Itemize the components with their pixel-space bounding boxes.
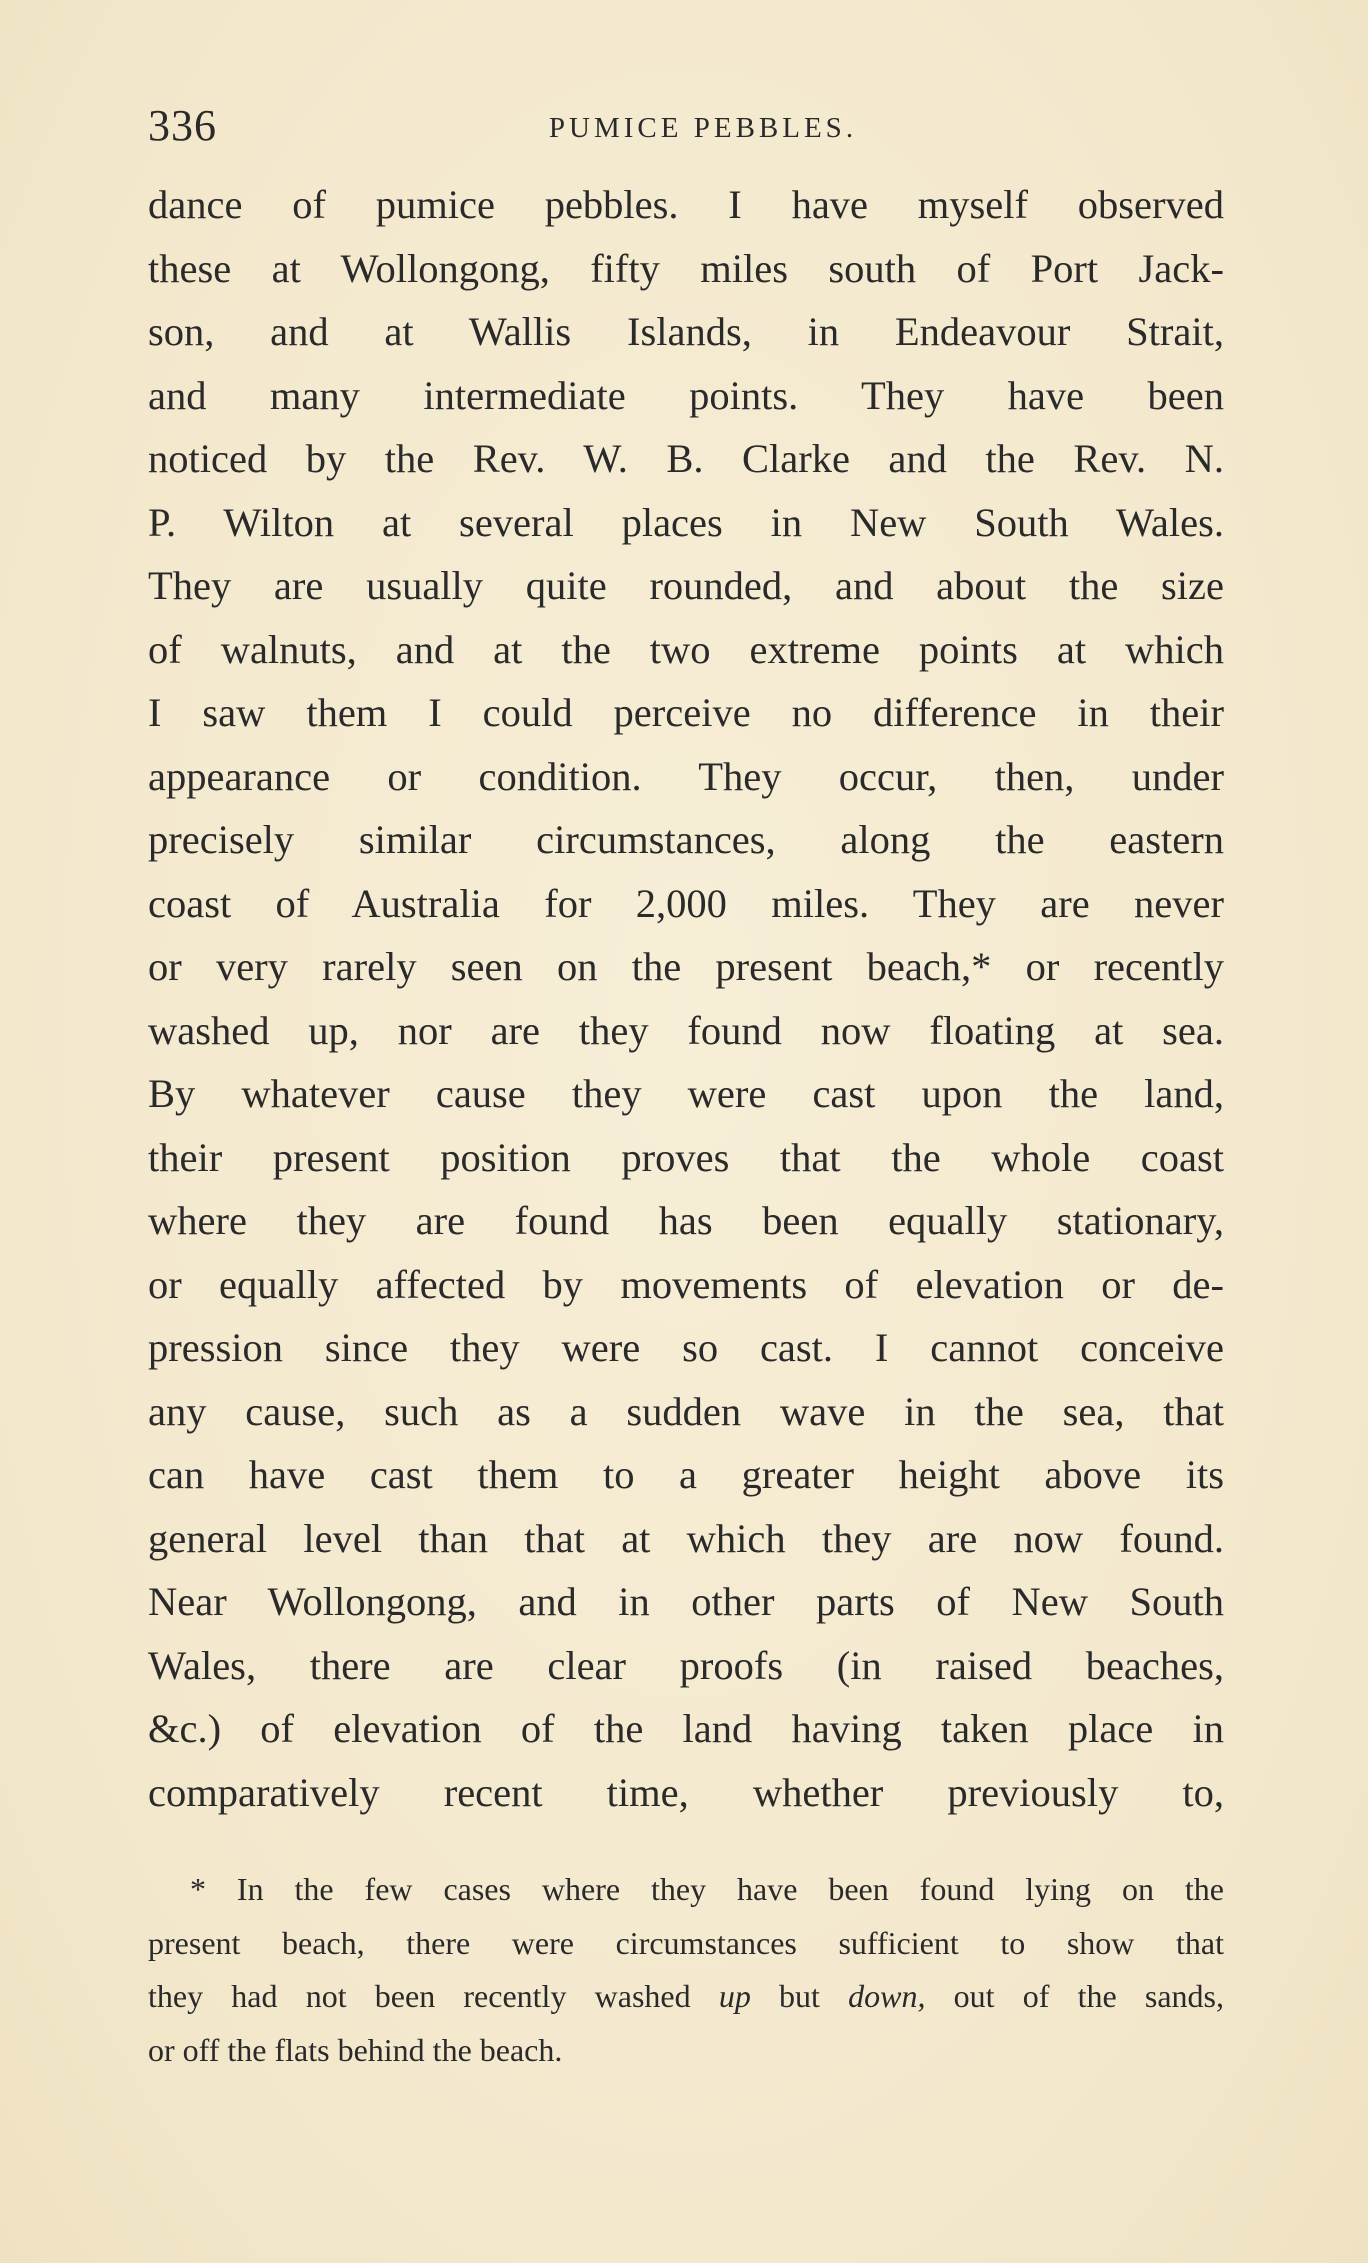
text-line: precisely similar circumstances, along the eastern <box>148 817 1224 862</box>
text-line: can have cast them to a greater height above its <box>148 1452 1224 1497</box>
footnote-text: they had not been recently washed <box>148 1978 719 2014</box>
text-line: where they are found has been equally stationary, <box>148 1198 1224 1243</box>
text-line: their present position proves that the whole coast <box>148 1134 1224 1180</box>
text-line: coast of Australia for 2,000 miles. They are never <box>148 880 1224 926</box>
footnote-line: present beach, there were circumstances sufficient to show that <box>148 1924 1224 1961</box>
text-line: noticed by the Rev. W. B. Clarke and the Rev. N. <box>148 436 1224 481</box>
footnote-line <box>148 1970 1224 2024</box>
text-line: or very rarely seen on the present beach,* or recently <box>148 944 1224 989</box>
text-line: I saw them I could perceive no difference in their <box>148 690 1224 735</box>
text-line: P. Wilton at several places in New South Wales. <box>148 499 1224 545</box>
text-line: pression since they were so cast. I cannot conceive <box>148 1325 1224 1370</box>
page-number: 336 <box>148 101 217 150</box>
footnote-line: * In the few cases where they have been found lying on the <box>190 1871 1224 1907</box>
footnote-line: or off the flats behind the beach. <box>148 2031 563 2068</box>
text-line: Near Wollongong, and in other parts of New South <box>148 1579 1224 1624</box>
text-line: these at Wollongong, fifty miles south of Port Jack- <box>148 245 1224 291</box>
text-line: dance of pumice pebbles. I have myself observed <box>148 182 1224 227</box>
text-line: and many intermediate points. They have been <box>148 372 1224 418</box>
text-line: Wales, there are clear proofs (in raised beaches, <box>148 1642 1224 1688</box>
footnote-italic-up: up <box>718 1978 751 2014</box>
text-line: comparatively recent time, whether previously to, <box>148 1769 1224 1815</box>
text-line: of walnuts, and at the two extreme points at which <box>148 626 1224 672</box>
text-line: By whatever cause they were cast upon the land, <box>148 1071 1224 1116</box>
running-head: PUMICE PEBBLES. <box>548 112 858 144</box>
text-line: general level than that at which they are now found. <box>148 1515 1224 1561</box>
page-header <box>148 100 1228 160</box>
text-line: son, and at Wallis Islands, in Endeavour Strait, <box>148 309 1224 354</box>
text-line: &c.) of elevation of the land having taken place in <box>148 1706 1224 1751</box>
footnote <box>148 1863 1224 2077</box>
footnote-text: but <box>750 1978 849 2014</box>
text-line: appearance or condition. They occur, then, under <box>148 753 1224 799</box>
text-line: washed up, nor are they found now floating at sea. <box>148 1007 1224 1053</box>
text-line: They are usually quite rounded, and about the size <box>148 563 1224 608</box>
text-line: any cause, such as a sudden wave in the sea, that <box>148 1388 1224 1434</box>
footnote-text: out of the sands, <box>925 1978 1224 2014</box>
footnote-italic-down: down, <box>848 1978 926 2014</box>
body-text <box>148 173 1224 1824</box>
text-line: or equally affected by movements of elevation or de- <box>148 1261 1224 1307</box>
